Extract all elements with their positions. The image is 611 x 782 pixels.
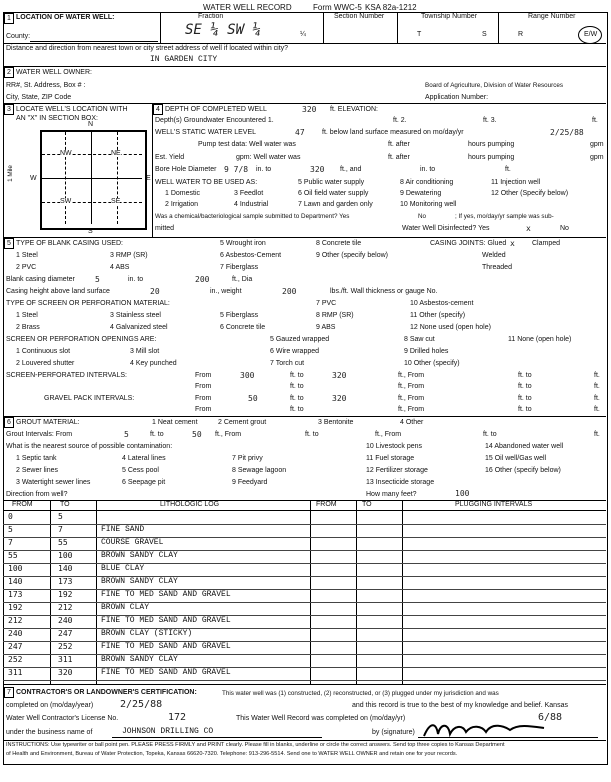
an-x-label: AN "X" IN SECTION BOX: bbox=[16, 115, 98, 122]
gravel-ft-to-2: ft. to bbox=[518, 395, 532, 402]
use-1: 1 Domestic bbox=[165, 190, 201, 197]
record-completed-value: 6/88 bbox=[538, 712, 563, 723]
log-description-cell: FINE TO MED SAND AND GRAVEL bbox=[101, 590, 231, 599]
table-row bbox=[3, 668, 607, 679]
weight-value: 200 bbox=[282, 287, 297, 296]
use-4: 4 Industrial bbox=[234, 201, 269, 208]
casing-9: 9 Other (specify below) bbox=[316, 252, 388, 259]
joints-mark: x bbox=[510, 239, 515, 248]
distance-label: Distance and direction from nearest town or city street address of well if located within city? bbox=[6, 45, 289, 52]
log-description-cell: FINE TO MED SAND AND GRAVEL bbox=[101, 616, 231, 625]
groundwater-ft-end: ft. bbox=[592, 117, 598, 124]
se-label: SE bbox=[111, 198, 121, 205]
est-yield-label: Est. Yield bbox=[155, 154, 185, 161]
casing-welded: Welded bbox=[482, 252, 506, 259]
table-row bbox=[3, 629, 607, 640]
screen-3: 3 Stainless steel bbox=[110, 312, 161, 319]
instructions-line-2: of Health and Environment, Bureau of Water Protection, Topeka, Kansas 66620-7320. Telephone: 913-296-5514. Send one to WATER WELL OWNER and retain one for your records. bbox=[6, 751, 458, 757]
casing-joints: CASING JOINTS: Glued bbox=[430, 240, 507, 247]
log-description-cell: FINE SAND bbox=[101, 525, 145, 534]
nw-label: NW bbox=[60, 150, 72, 157]
screen-8: 8 RMP (SR) bbox=[316, 312, 354, 319]
log-description-cell: BROWN CLAY bbox=[101, 603, 150, 612]
screen-ft-end: ft. bbox=[594, 372, 600, 379]
section-7-number: 7 bbox=[4, 687, 14, 698]
plug-from-header: FROM bbox=[316, 501, 337, 508]
log-from-cell: 192 bbox=[8, 603, 23, 612]
gravel-ft-from: ft., From bbox=[398, 395, 425, 402]
section-box bbox=[40, 130, 147, 230]
use-7: 7 Lawn and garden only bbox=[298, 201, 373, 208]
license-value: 172 bbox=[168, 712, 187, 723]
pump-hours: hours pumping bbox=[468, 141, 515, 148]
ksa-number: KSA 82a-1212 bbox=[365, 3, 417, 12]
log-from-cell: 247 bbox=[8, 642, 23, 651]
casing-3: 3 RMP (SR) bbox=[110, 252, 148, 259]
screen-2: 2 Brass bbox=[16, 324, 40, 331]
range-ew: E/W bbox=[584, 31, 598, 38]
opening-8: 8 Saw cut bbox=[404, 336, 435, 343]
opening-5: 5 Gauzed wrapped bbox=[270, 336, 330, 343]
screen-ft-to: ft. to bbox=[290, 372, 304, 379]
source-10: 10 Livestock pens bbox=[366, 443, 423, 450]
screen-10: 10 Asbestos-cement bbox=[410, 300, 474, 307]
log-from-cell: 212 bbox=[8, 616, 23, 625]
log-to-cell: 311 bbox=[58, 655, 73, 664]
screen-ft-end-2: ft. bbox=[594, 383, 600, 390]
log-from-cell: 240 bbox=[8, 629, 23, 638]
gravel-label: GRAVEL PACK INTERVALS: bbox=[44, 395, 135, 402]
plug-to-header: TO bbox=[362, 501, 372, 508]
gravel-from-label-2: From bbox=[195, 406, 212, 413]
disinfect-label: Water Well Disinfected? Yes bbox=[402, 225, 490, 232]
grout-3: 3 Bentonite bbox=[318, 419, 354, 426]
table-row bbox=[3, 642, 607, 653]
log-from-cell: 55 bbox=[8, 551, 18, 560]
yield-ft-after: ft. after bbox=[388, 154, 410, 161]
board-label: Board of Agriculture, Division of Water Resources bbox=[425, 82, 564, 89]
log-from-cell: 140 bbox=[8, 577, 23, 586]
screen-type-label: TYPE OF SCREEN OR PERFORATION MATERIAL: bbox=[6, 300, 170, 307]
log-to-cell: 320 bbox=[58, 668, 73, 677]
grout-ft-to-2: ft. to bbox=[305, 431, 319, 438]
west-label: W bbox=[30, 175, 37, 182]
pump-test-label: Pump test data: Well water was bbox=[198, 141, 296, 148]
screen-intervals-label: SCREEN-PERFORATED INTERVALS: bbox=[6, 372, 127, 379]
ne-label: NE bbox=[111, 150, 121, 157]
section-1-number: 1 bbox=[4, 13, 14, 24]
log-from-cell: 5 bbox=[8, 525, 13, 534]
log-to-cell: 55 bbox=[58, 538, 68, 547]
business-label: under the business name of bbox=[6, 729, 93, 736]
township-s: S bbox=[482, 31, 487, 38]
screen-9: 9 ABS bbox=[316, 324, 336, 331]
disinfect-mark: x bbox=[526, 224, 531, 233]
diameter-in-to: in. to bbox=[128, 276, 144, 283]
grout-ft-to-3: ft. to bbox=[483, 431, 497, 438]
chem-rest: ; If yes, mo/day/yr sample was sub- bbox=[455, 213, 554, 220]
source-label: What is the nearest source of possible contamination: bbox=[6, 443, 173, 450]
source-15: 15 Oil well/Gas well bbox=[485, 455, 547, 462]
north-label: N bbox=[88, 121, 94, 128]
casing-6: 6 Asbestos-Cement bbox=[220, 252, 282, 259]
log-description-cell: FINE TO MED SAND AND GRAVEL bbox=[101, 668, 231, 677]
section-2-number: 2 bbox=[4, 67, 14, 78]
section-6-number: 6 bbox=[4, 417, 14, 428]
grout-1: 1 Neat cement bbox=[152, 419, 198, 426]
direction-label: Direction from well? bbox=[6, 491, 68, 498]
grout-4: 4 Other bbox=[400, 419, 424, 426]
license-label: Water Well Contractor's License No. bbox=[6, 715, 119, 722]
screen-to-value: 320 bbox=[332, 371, 347, 380]
source-1: 1 Septic tank bbox=[16, 455, 57, 462]
use-5: 5 Public water supply bbox=[298, 179, 365, 186]
diameter-value: 5 bbox=[95, 275, 100, 284]
township-t: T bbox=[417, 31, 422, 38]
log-title: LITHOLOGIC LOG bbox=[160, 501, 220, 508]
log-from-cell: 252 bbox=[8, 655, 23, 664]
log-to-cell: 212 bbox=[58, 603, 73, 612]
screen-ft-from-2: ft., From bbox=[398, 383, 425, 390]
static-value: 47 bbox=[295, 128, 305, 137]
opening-6: 6 Wire wrapped bbox=[270, 348, 320, 355]
chem-label: Was a chemical/bacteriological sample submitted to Department? Yes bbox=[155, 213, 350, 220]
height-value: 20 bbox=[150, 287, 160, 296]
log-from-cell: 0 bbox=[8, 512, 13, 521]
grout-from-value: 5 bbox=[124, 430, 129, 439]
location-label: LOCATION OF WATER WELL: bbox=[16, 14, 115, 21]
grout-intervals-label: Grout Intervals: From bbox=[6, 431, 73, 438]
yield-hours: hours pumping bbox=[468, 154, 515, 161]
grout-2: 2 Cement grout bbox=[218, 419, 267, 426]
grout-ft-end: ft. bbox=[594, 431, 600, 438]
log-from-cell: 100 bbox=[8, 564, 23, 573]
completed-rest: and this record is true to the best of my knowledge and belief. Kansas bbox=[352, 702, 568, 709]
form-number: Form WWC-5 bbox=[313, 3, 362, 12]
use-11: 11 Injection well bbox=[491, 179, 541, 186]
source-12: 12 Fertilizer storage bbox=[366, 467, 428, 474]
casing-2: 2 PVC bbox=[16, 264, 37, 271]
mile-label: 1 Mile bbox=[6, 165, 14, 182]
source-8: 8 Sewage lagoon bbox=[232, 467, 287, 474]
table-row bbox=[3, 512, 607, 523]
log-description-cell: BLUE CLAY bbox=[101, 564, 145, 573]
log-to-cell: 140 bbox=[58, 564, 73, 573]
source-14: 14 Abandoned water well bbox=[485, 443, 564, 450]
table-row bbox=[3, 525, 607, 536]
pump-ft-after: ft. after bbox=[388, 141, 410, 148]
log-description-cell: COURSE GRAVEL bbox=[101, 538, 164, 547]
section-3-number: 3 bbox=[4, 104, 14, 115]
distance-value: IN GARDEN CITY bbox=[150, 55, 218, 64]
gravel-ft-to-4: ft. to bbox=[518, 406, 532, 413]
yield-gpm: gpm bbox=[590, 154, 604, 161]
log-to-cell: 173 bbox=[58, 577, 73, 586]
source-2: 2 Sewer lines bbox=[16, 467, 59, 474]
screen-5: 5 Fiberglass bbox=[220, 312, 259, 319]
table-row bbox=[3, 603, 607, 614]
application-label: Application Number: bbox=[425, 94, 489, 101]
height-label: Casing height above land surface bbox=[6, 288, 110, 295]
opening-10: 10 Other (specify) bbox=[404, 360, 460, 367]
grout-ft-to: ft. to bbox=[150, 431, 164, 438]
screen-7: 7 PVC bbox=[316, 300, 337, 307]
log-to-cell: 5 bbox=[58, 512, 63, 521]
gravel-to-value: 320 bbox=[332, 394, 347, 403]
est-yield-well: gpm: Well water was bbox=[236, 154, 301, 161]
casing-threaded: Threaded bbox=[482, 264, 512, 271]
source-11: 11 Fuel storage bbox=[366, 455, 415, 462]
table-row bbox=[3, 590, 607, 601]
gravel-ft-end-2: ft. bbox=[594, 406, 600, 413]
log-to-cell: 252 bbox=[58, 642, 73, 651]
use-10: 10 Monitoring well bbox=[400, 201, 457, 208]
use-12: 12 Other (Specify below) bbox=[491, 190, 569, 197]
opening-11: 11 None (open hole) bbox=[508, 336, 572, 343]
opening-7: 7 Torch cut bbox=[270, 360, 305, 367]
how-many-value: 100 bbox=[455, 489, 470, 498]
opening-1: 1 Continuous slot bbox=[16, 348, 71, 355]
bore-label: Bore Hole Diameter bbox=[155, 166, 217, 173]
log-to-cell: 240 bbox=[58, 616, 73, 625]
how-many-label: How many feet? bbox=[366, 491, 417, 498]
log-description-cell: BROWN SANDY CLAY bbox=[101, 655, 178, 664]
source-3: 3 Watertight sewer lines bbox=[16, 479, 91, 486]
source-7: 7 Pit privy bbox=[232, 455, 263, 462]
depth-value: 320 bbox=[302, 105, 317, 114]
use-6: 6 Oil field water supply bbox=[298, 190, 369, 197]
grout-to-value: 50 bbox=[192, 430, 202, 439]
table-row bbox=[3, 655, 607, 666]
use-label: WELL WATER TO BE USED AS: bbox=[155, 179, 258, 186]
depth-label: DEPTH OF COMPLETED WELL bbox=[165, 106, 267, 113]
weight-label: in., weight bbox=[210, 288, 242, 295]
table-row bbox=[3, 616, 607, 627]
certification-rest: This water well was (1) constructed, (2) reconstructed, or (3) plugged under my jurisdiction and was bbox=[222, 690, 499, 697]
screen-ft-to-4: ft. to bbox=[518, 383, 532, 390]
log-to-cell: 192 bbox=[58, 590, 73, 599]
screen-1: 1 Steel bbox=[16, 312, 38, 319]
casing-1: 1 Steel bbox=[16, 252, 38, 259]
use-8: 8 Air conditioning bbox=[400, 179, 454, 186]
chem-no: No bbox=[418, 213, 427, 220]
screen-4: 4 Galvanized steel bbox=[110, 324, 168, 331]
source-9: 9 Feedyard bbox=[232, 479, 268, 486]
table-row bbox=[3, 551, 607, 562]
bore-value: 9 7/8 bbox=[224, 165, 249, 174]
groundwater-ft3: ft. 3. bbox=[483, 117, 497, 124]
screen-from-label: From bbox=[195, 372, 212, 379]
grout-ft-from-2: ft., From bbox=[375, 431, 402, 438]
log-to-header: TO bbox=[60, 501, 70, 508]
east-label: E bbox=[146, 175, 151, 182]
diameter-to: 200 bbox=[195, 275, 210, 284]
source-6: 6 Seepage pit bbox=[122, 479, 166, 486]
bore-in-to-2: in. to bbox=[420, 166, 436, 173]
log-from-cell: 311 bbox=[8, 668, 23, 677]
gravel-ft-end: ft. bbox=[594, 395, 600, 402]
gravel-ft-to-3: ft. to bbox=[290, 406, 304, 413]
city-label: City, State, ZIP Code bbox=[6, 94, 72, 101]
mitted-label: mitted bbox=[155, 225, 175, 232]
openings-label: SCREEN OR PERFORATION OPENINGS ARE: bbox=[6, 336, 157, 343]
log-description-cell: FINE TO MED SAND AND GRAVEL bbox=[101, 642, 231, 651]
screen-ft-to-2: ft. to bbox=[518, 372, 532, 379]
south-label: S bbox=[88, 228, 93, 235]
disinfect-no: No bbox=[560, 225, 569, 232]
form-title: WATER WELL RECORD bbox=[203, 3, 292, 12]
source-5: 5 Cess pool bbox=[122, 467, 159, 474]
elevation-label: ft. ELEVATION: bbox=[330, 106, 378, 113]
casing-8: 8 Concrete tile bbox=[316, 240, 362, 247]
gravel-from-label: From bbox=[195, 395, 212, 402]
pump-gpm: gpm bbox=[590, 141, 604, 148]
source-4: 4 Lateral lines bbox=[122, 455, 166, 462]
source-16: 16 Other (specify below) bbox=[485, 467, 561, 474]
completed-value: 2/25/88 bbox=[120, 699, 163, 710]
log-to-cell: 7 bbox=[58, 525, 63, 534]
casing-5: 5 Wrought iron bbox=[220, 240, 266, 247]
use-9: 9 Dewatering bbox=[400, 190, 442, 197]
casing-7: 7 Fiberglass bbox=[220, 264, 259, 271]
bore-ft-end: ft. bbox=[505, 166, 511, 173]
opening-4: 4 Key punched bbox=[130, 360, 177, 367]
owner-label: WATER WELL OWNER: bbox=[16, 69, 92, 76]
groundwater-ft2: ft. 2. bbox=[393, 117, 407, 124]
screen-from-value: 300 bbox=[240, 371, 255, 380]
log-to-cell: 247 bbox=[58, 629, 73, 638]
gravel-ft-from-2: ft., From bbox=[398, 406, 425, 413]
groundwater-label: Depth(s) Groundwater Encountered 1. bbox=[155, 117, 274, 124]
bore-to: 320 bbox=[310, 165, 325, 174]
screen-11: 11 Other (specify) bbox=[410, 312, 466, 319]
opening-2: 2 Louvered shutter bbox=[16, 360, 75, 367]
screen-from-label-2: From bbox=[195, 383, 212, 390]
bore-in-to: in. to bbox=[256, 166, 272, 173]
plug-title: PLUGGING INTERVALS bbox=[455, 501, 533, 508]
screen-6: 6 Concrete tile bbox=[220, 324, 266, 331]
sw-label: SW bbox=[60, 198, 72, 205]
use-3: 3 Feedlot bbox=[234, 190, 264, 197]
screen-ft-from: ft., From bbox=[398, 372, 425, 379]
use-2: 2 Irrigation bbox=[165, 201, 199, 208]
log-from-cell: 173 bbox=[8, 590, 23, 599]
range-r: R bbox=[518, 31, 524, 38]
table-row-divider bbox=[3, 680, 606, 681]
bore-ft-and: ft., and bbox=[340, 166, 362, 173]
screen-12: 12 None used (open hole) bbox=[410, 324, 491, 331]
log-description-cell: BROWN SANDY CLAY bbox=[101, 577, 178, 586]
log-description-cell: BROWN SANDY CLAY bbox=[101, 551, 178, 560]
range-label: Range Number bbox=[528, 13, 576, 20]
table-row bbox=[3, 538, 607, 549]
township-label: Township Number bbox=[421, 13, 478, 20]
completed-label: completed on (mo/day/year) bbox=[6, 702, 94, 709]
opening-9: 9 Drilled holes bbox=[404, 348, 449, 355]
grout-ft-from: ft., From bbox=[215, 431, 242, 438]
static-rest: ft. below land surface measured on mo/day/yr bbox=[322, 129, 464, 136]
instructions-line-1: INSTRUCTIONS: Use typewriter or ball point pen. PLEASE PRESS FIRMLY and PRINT clearly. Please fill in blanks, underline or circle the correct answers. Send top three copies to Kansas Department bbox=[6, 742, 505, 748]
source-13: 13 Insecticide storage bbox=[366, 479, 435, 486]
casing-clamped: Clamped bbox=[532, 240, 561, 247]
table-row bbox=[3, 564, 607, 575]
opening-3: 3 Mill slot bbox=[130, 348, 160, 355]
ew-circle bbox=[578, 26, 602, 44]
static-label: WELL'S STATIC WATER LEVEL bbox=[155, 129, 257, 136]
log-from-cell: 7 bbox=[8, 538, 13, 547]
record-completed-label: This Water Well Record was completed on (mo/day/yr) bbox=[236, 715, 406, 722]
business-value: JOHNSON DRILLING CO bbox=[122, 727, 214, 736]
gravel-ft-to: ft. to bbox=[290, 395, 304, 402]
section-4-number: 4 bbox=[153, 104, 163, 115]
grout-label: GROUT MATERIAL: bbox=[16, 419, 80, 426]
section-5-number: 5 bbox=[4, 238, 14, 249]
log-from-header: FROM bbox=[12, 501, 33, 508]
casing-4: 4 ABS bbox=[110, 264, 130, 271]
static-date: 2/25/88 bbox=[550, 128, 584, 137]
blank-casing-label: TYPE OF BLANK CASING USED: bbox=[16, 240, 123, 247]
table-row bbox=[3, 577, 607, 588]
county-label: County: bbox=[6, 33, 31, 40]
signature-label: by (signature) bbox=[372, 729, 415, 736]
screen-ft-to-3: ft. to bbox=[290, 383, 304, 390]
quarter-3: ¼ bbox=[300, 31, 306, 38]
fraction-label: Fraction bbox=[198, 13, 224, 20]
locate-label: LOCATE WELL'S LOCATION WITH bbox=[16, 106, 128, 113]
gravel-from-value: 50 bbox=[248, 394, 258, 403]
certification-label: CONTRACTOR'S OR LANDOWNER'S CERTIFICATION: bbox=[16, 689, 197, 696]
thickness-label: lbs./ft. Wall thickness or gauge No. bbox=[330, 288, 438, 295]
log-to-cell: 100 bbox=[58, 551, 73, 560]
address-label: RR#, St. Address, Box # : bbox=[6, 82, 86, 89]
log-description-cell: BROWN CLAY (STICKY) bbox=[101, 629, 193, 638]
diameter-ft-dia: ft., Dia bbox=[232, 276, 253, 283]
section-number-label: Section Number bbox=[334, 13, 385, 20]
signature-scribble bbox=[420, 718, 550, 742]
diameter-label: Blank casing diameter bbox=[6, 276, 75, 283]
fraction-value: SE ¼ SW ¼ bbox=[185, 22, 261, 38]
